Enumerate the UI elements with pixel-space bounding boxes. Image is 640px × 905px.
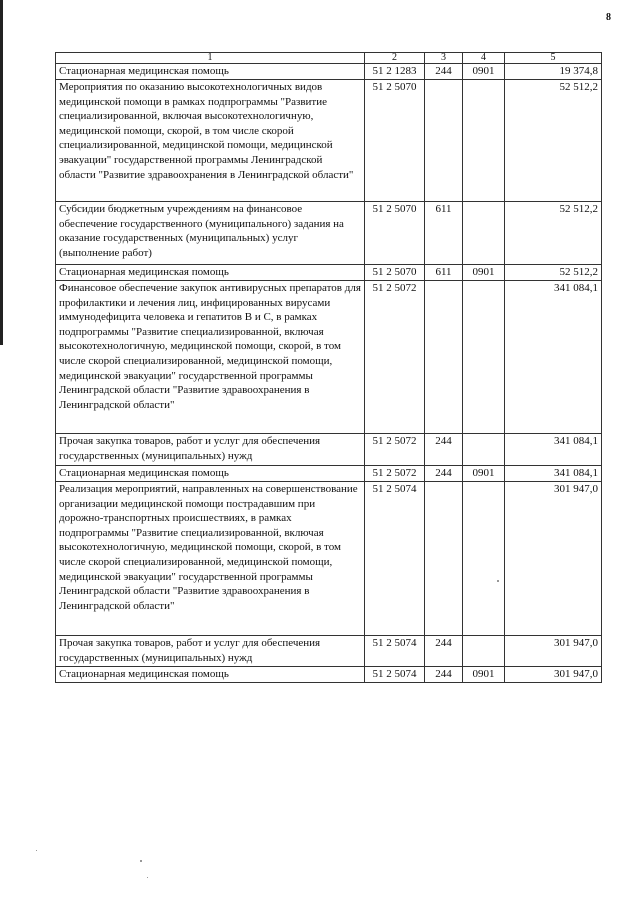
header-cell: 4 bbox=[463, 53, 505, 64]
scan-edge-mark bbox=[0, 0, 3, 345]
row-name: Стационарная медицинская помощь bbox=[56, 466, 365, 482]
row-code: 51 2 5072 bbox=[365, 281, 425, 434]
row-rz bbox=[463, 636, 505, 667]
row-rz: 0901 bbox=[463, 64, 505, 80]
scan-speck bbox=[140, 860, 142, 862]
row-vr: 244 bbox=[425, 466, 463, 482]
row-rz bbox=[463, 202, 505, 265]
row-rz: 0901 bbox=[463, 466, 505, 482]
row-sum: 341 084,1 bbox=[505, 281, 602, 434]
table-row bbox=[56, 482, 602, 636]
scan-speck bbox=[497, 580, 499, 582]
row-sum: 19 374,8 bbox=[505, 64, 602, 80]
budget-table bbox=[55, 52, 602, 683]
table-row bbox=[56, 434, 602, 466]
row-vr: 611 bbox=[425, 202, 463, 265]
row-sum: 301 947,0 bbox=[505, 636, 602, 667]
row-name: Прочая закупка товаров, работ и услуг для обеспечения государственных (муниципальных) нужд bbox=[56, 434, 365, 466]
row-name: Стационарная медицинская помощь bbox=[56, 667, 365, 683]
row-rz bbox=[463, 281, 505, 434]
table-row bbox=[56, 64, 602, 80]
row-code: 51 2 5072 bbox=[365, 434, 425, 466]
table-row bbox=[56, 667, 602, 683]
row-vr: 611 bbox=[425, 265, 463, 281]
row-code: 51 2 5074 bbox=[365, 636, 425, 667]
header-cell: 1 bbox=[56, 53, 365, 64]
row-vr bbox=[425, 482, 463, 636]
row-rz bbox=[463, 482, 505, 636]
row-name: Стационарная медицинская помощь bbox=[56, 265, 365, 281]
row-sum: 341 084,1 bbox=[505, 434, 602, 466]
row-vr: 244 bbox=[425, 667, 463, 683]
row-sum: 52 512,2 bbox=[505, 80, 602, 202]
row-vr bbox=[425, 80, 463, 202]
scan-speck bbox=[147, 877, 148, 878]
row-sum: 301 947,0 bbox=[505, 667, 602, 683]
row-vr: 244 bbox=[425, 636, 463, 667]
row-sum: 52 512,2 bbox=[505, 202, 602, 265]
row-name: Реализация мероприятий, направленных на совершенствование организации медицинской помощи пострадавшим при дорожно-транспортных происшествиях, в рамках подпрограммы "Развитие специализированной, включая высокотехнологичную, медицинской помощи, скорой, в том числе скорой специализированной, медицинской помощи, медицинской эвакуации" государственной программы Ленинградской области "Развитие здравоохранения в Ленинградской области" bbox=[56, 482, 365, 636]
row-name: Стационарная медицинская помощь bbox=[56, 64, 365, 80]
row-rz: 0901 bbox=[463, 265, 505, 281]
page-number: 8 bbox=[606, 12, 611, 23]
row-rz bbox=[463, 80, 505, 202]
row-rz bbox=[463, 434, 505, 466]
header-cell: 3 bbox=[425, 53, 463, 64]
table-row bbox=[56, 265, 602, 281]
row-code: 51 2 5074 bbox=[365, 482, 425, 636]
table-row bbox=[56, 80, 602, 202]
row-code: 51 2 5070 bbox=[365, 265, 425, 281]
row-sum: 301 947,0 bbox=[505, 482, 602, 636]
row-name: Мероприятия по оказанию высокотехнологичных видов медицинской помощи в рамках подпрограммы "Развитие специализированной, включая высокотехнологичную, медицинской помощи, скорой, в том числе скорой специализированной, медицинской помощи, медицинской эвакуации" государственной программы Ленинградской области "Развитие здравоохранения в Ленинградской области" bbox=[56, 80, 365, 202]
row-code: 51 2 5072 bbox=[365, 466, 425, 482]
row-name: Прочая закупка товаров, работ и услуг для обеспечения государственных (муниципальных) нужд bbox=[56, 636, 365, 667]
table-header-row bbox=[56, 53, 602, 64]
row-rz: 0901 bbox=[463, 667, 505, 683]
table-row bbox=[56, 636, 602, 667]
row-sum: 341 084,1 bbox=[505, 466, 602, 482]
scan-speck bbox=[36, 850, 37, 851]
row-vr bbox=[425, 281, 463, 434]
row-code: 51 2 5074 bbox=[365, 667, 425, 683]
row-name: Финансовое обеспечение закупок антивирусных препаратов для профилактики и лечения лиц, инфицированных вирусами иммунодефицита человека и гепатитов В и С, в рамках подпрограммы "Развитие специализированной, включая высокотехнологичную, медицинской помощи, скорой, в том числе скорой специализированной, медицинской помощи, медицинской эвакуации" государственной программы Ленинградской области "Развитие здравоохранения в Ленинградской области" bbox=[56, 281, 365, 434]
row-code: 51 2 1283 bbox=[365, 64, 425, 80]
header-cell: 2 bbox=[365, 53, 425, 64]
table-row bbox=[56, 202, 602, 265]
row-vr: 244 bbox=[425, 64, 463, 80]
row-name: Субсидии бюджетным учреждениям на финансовое обеспечение государственного (муниципального) задания на оказание государственных (муниципальных) услуг (выполнение работ) bbox=[56, 202, 365, 265]
table-row bbox=[56, 281, 602, 434]
row-code: 51 2 5070 bbox=[365, 80, 425, 202]
header-cell: 5 bbox=[505, 53, 602, 64]
row-vr: 244 bbox=[425, 434, 463, 466]
row-code: 51 2 5070 bbox=[365, 202, 425, 265]
row-sum: 52 512,2 bbox=[505, 265, 602, 281]
table-row bbox=[56, 466, 602, 482]
